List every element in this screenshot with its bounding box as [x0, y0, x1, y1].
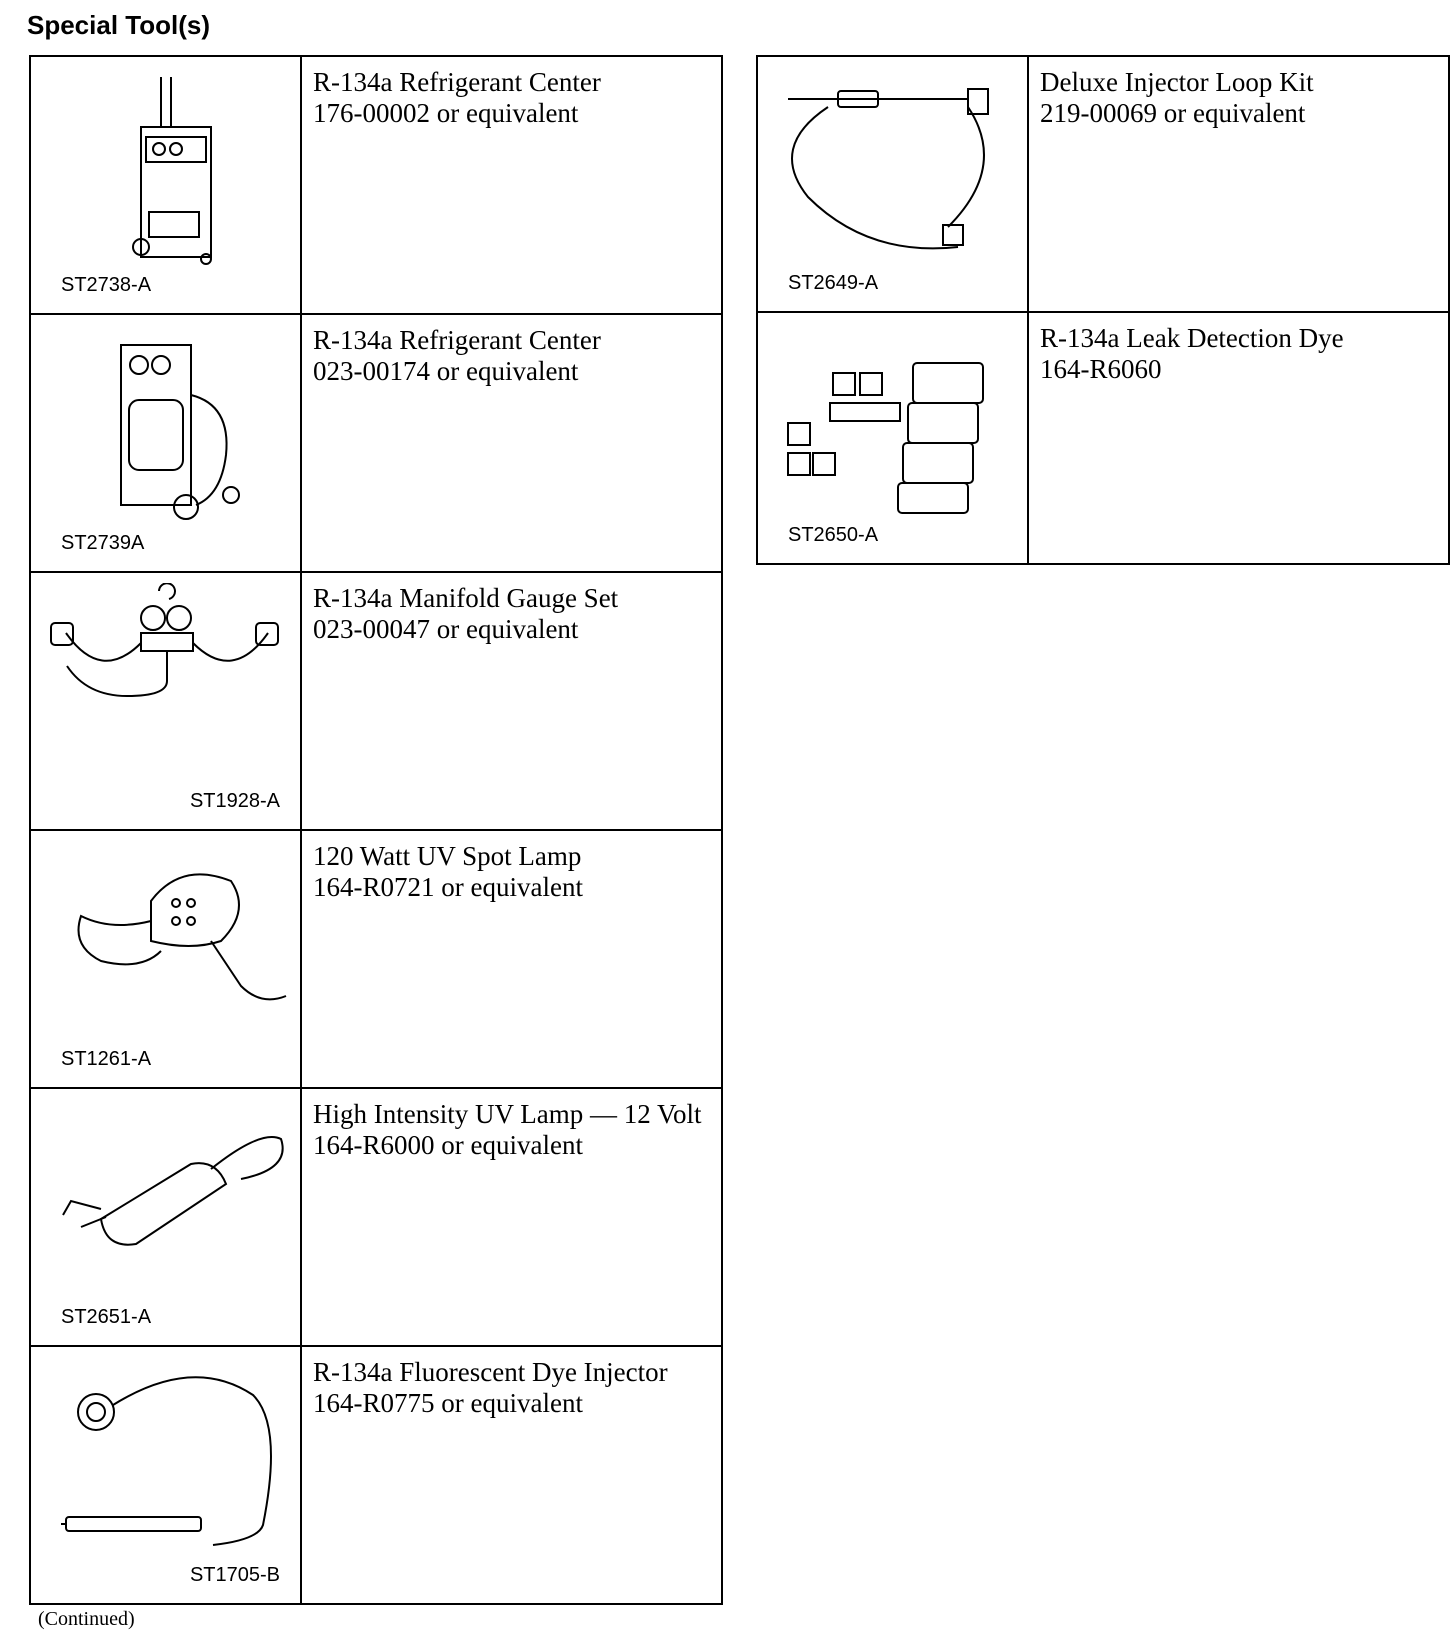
table-row: [30, 572, 722, 830]
table-row: [757, 312, 1449, 564]
tool-code: ST1705-B: [189, 1564, 280, 1586]
tool-illustration-cell: [30, 1346, 301, 1604]
tool-part-number: 023-00174 or equivalent: [313, 356, 579, 386]
tool-description-cell: [301, 314, 722, 572]
table-row: [30, 314, 722, 572]
tool-part-number: 164-R6060: [1040, 354, 1162, 384]
uv-spot-lamp-icon: [41, 841, 291, 1051]
continued-note: (Continued): [38, 1608, 135, 1630]
tool-part-number: 164-R6000 or equivalent: [313, 1130, 583, 1160]
tool-illustration-cell: [30, 314, 301, 572]
table-row: [30, 1088, 722, 1346]
manifold-gauge-set-icon: [41, 583, 291, 793]
tool-name: R-134a Refrigerant Center: [313, 325, 601, 355]
tool-part-number: 219-00069 or equivalent: [1040, 98, 1306, 128]
tool-illustration-cell: [30, 56, 301, 314]
tool-name: R-134a Refrigerant Center: [313, 67, 601, 97]
tool-illustration-cell: [757, 312, 1028, 564]
tool-part-number: 164-R0721 or equivalent: [313, 872, 583, 902]
tool-description-cell: [301, 830, 722, 1088]
table-row: [30, 56, 722, 314]
injector-loop-kit-icon: [768, 67, 1018, 277]
tool-description-cell: [301, 1346, 722, 1604]
tool-code: ST2739A: [61, 532, 145, 554]
tool-description-cell: [301, 572, 722, 830]
tool-part-number: 176-00002 or equivalent: [313, 98, 579, 128]
right-tools-table: [756, 55, 1450, 565]
refrigerant-station-icon: [41, 325, 291, 535]
table-row: [30, 830, 722, 1088]
tool-name: R-134a Manifold Gauge Set: [313, 583, 619, 613]
left-tools-table: [29, 55, 723, 1605]
tool-description-cell: [301, 56, 722, 314]
page-heading: Special Tool(s): [27, 10, 210, 40]
tool-description-cell: [301, 1088, 722, 1346]
tool-name: R-134a Leak Detection Dye: [1040, 323, 1344, 353]
tool-illustration-cell: [30, 572, 301, 830]
tool-name: High Intensity UV Lamp — 12 Volt: [313, 1099, 702, 1129]
tool-description-cell: [1028, 312, 1449, 564]
tool-code: ST1928-A: [189, 790, 280, 812]
tool-part-number: 023-00047 or equivalent: [313, 614, 579, 644]
tool-illustration-cell: [30, 1088, 301, 1346]
dye-injector-icon: [41, 1357, 291, 1567]
uv-lamp-cylinder-icon: [41, 1099, 291, 1309]
leak-detection-dye-kit-icon: [768, 323, 1018, 533]
tool-illustration-cell: [757, 56, 1028, 312]
refrigerant-center-cart-icon: [41, 67, 291, 277]
table-row: [30, 1346, 722, 1604]
tool-description-cell: [1028, 56, 1449, 312]
tool-part-number: 164-R0775 or equivalent: [313, 1388, 583, 1418]
tool-code: ST2651-A: [61, 1306, 152, 1328]
tool-code: ST1261-A: [61, 1048, 152, 1070]
tool-code: ST2738-A: [61, 274, 152, 296]
tool-code: ST2649-A: [788, 272, 879, 294]
tool-name: R-134a Fluorescent Dye Injector: [313, 1357, 668, 1387]
tool-name: Deluxe Injector Loop Kit: [1040, 67, 1314, 97]
tool-code: ST2650-A: [788, 524, 879, 546]
table-row: [757, 56, 1449, 312]
tool-name: 120 Watt UV Spot Lamp: [313, 841, 582, 871]
tool-illustration-cell: [30, 830, 301, 1088]
